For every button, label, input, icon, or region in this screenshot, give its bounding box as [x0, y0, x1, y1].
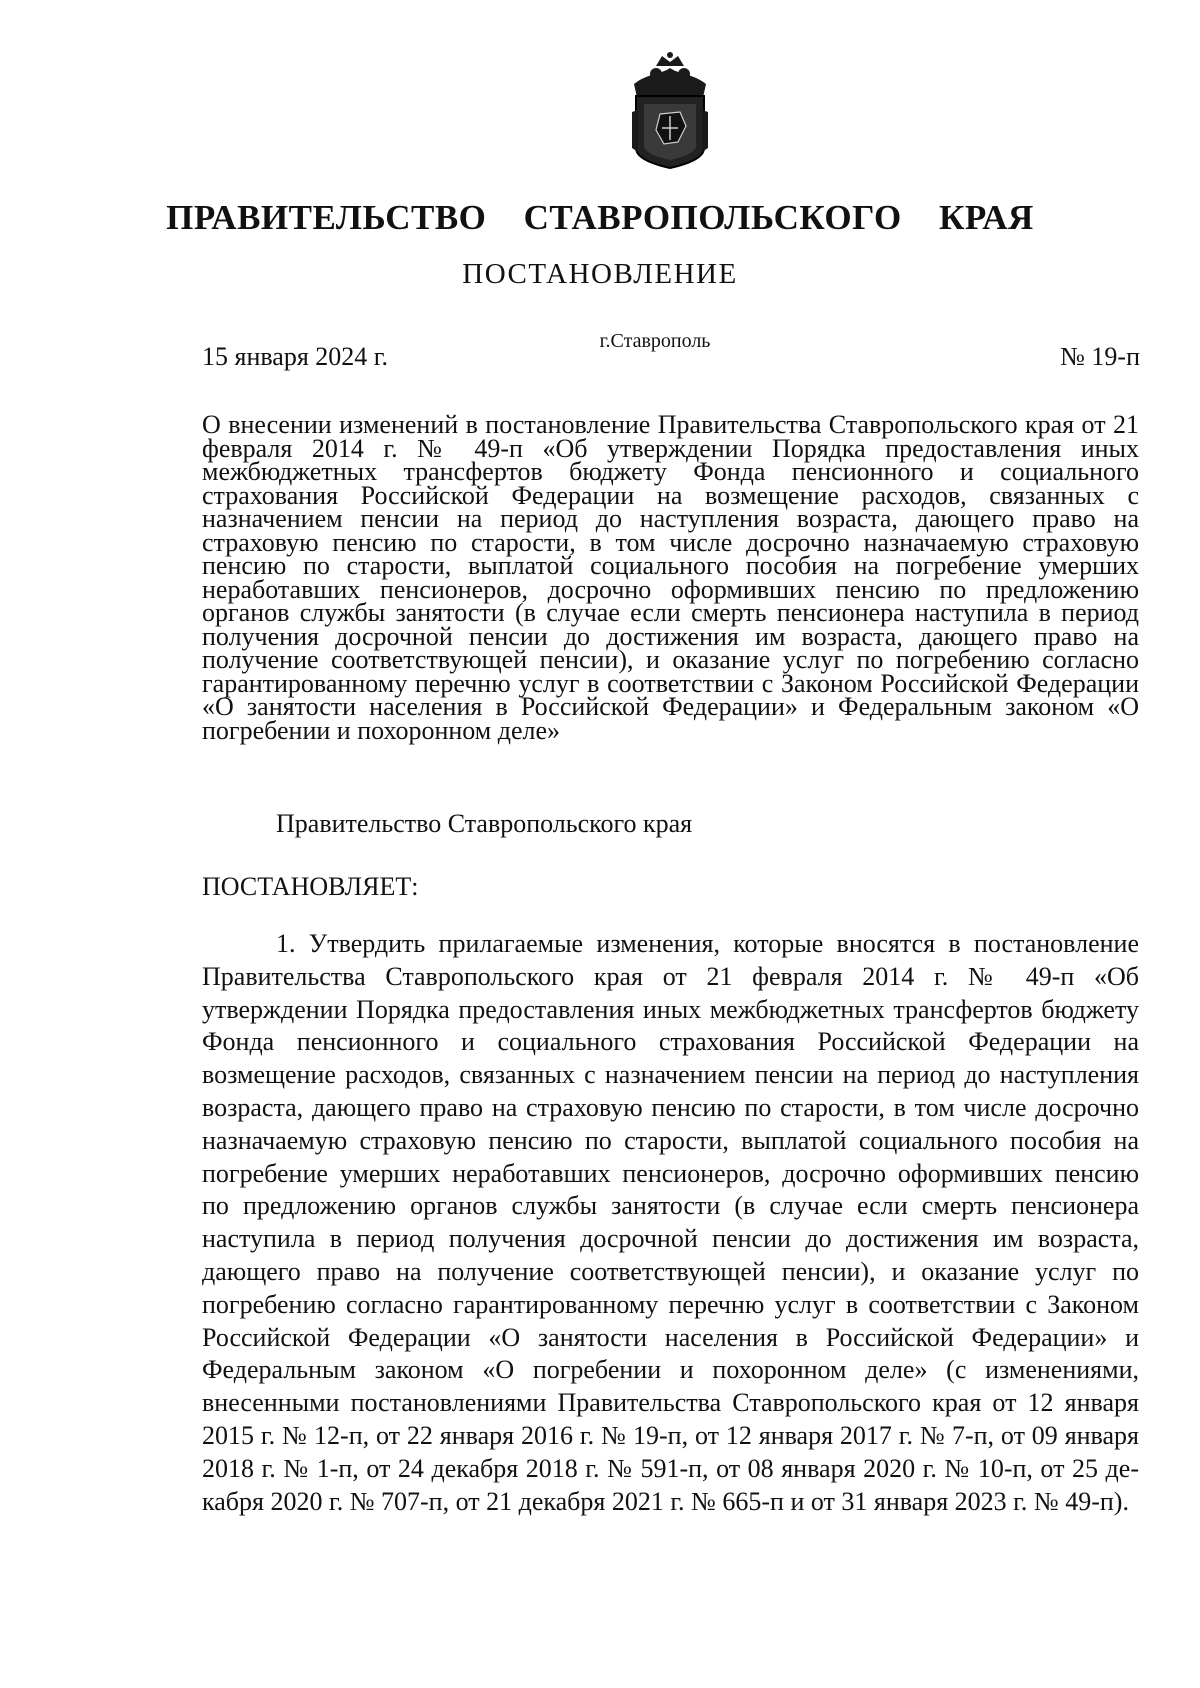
decrees-heading: ПОСТАНОВЛЯЕТ:	[202, 872, 419, 901]
city: г.Ставрополь	[599, 330, 711, 352]
organization-title: ПРАВИТЕЛЬСТВО СТАВРОПОЛЬСКОГО КРАЯ	[166, 198, 1034, 237]
document-date: 15 января 2024 г.	[202, 342, 389, 371]
government-line: Правительство Ставропольского края	[276, 809, 693, 838]
coat-of-arms-icon	[626, 52, 714, 170]
document-number: № 19-п	[1060, 342, 1140, 371]
document-subject: О внесении изменений в постановление Правительства Ставропольского края от 21 февраля 2014 г. № 49-п «Об утверждении Порядка предоставления иных межбюджетных трансфертов бюджету Фонда пенсионного и социального страхования Российской Федерации на возмещение расходов, связанных с назначением пенсии на период до наступления возраста, дающего право на страховую пенсию по старости, в том числе досрочно назначаемую страховую пенсию по старости, выплатой социального пособия на погребение умерших неработавших пенсионеров, досрочно оформивших пенсию по предложению органов службы занятости (в случае если смерть пенсионера наступила в период получения досрочной пенсии до достижения им возраста, дающего право на получение соответствующей пенсии), и оказание услуг по погребению согласно гарантированному перечню услуг в соответствии с Законом Российской Федерации «О занятости населения в Российской Федерации» и Федеральным законом «О погребении и похоронном деле»	[202, 410, 1139, 745]
point-1-paragraph: 1. Утвердить прилагаемые изменения, которые вносятся в постановление Правительства Ставропольского края от 21 февраля 2014 г. № 49-п «Об утверждении Порядка предоставления иных межбюджетных трансфертов бюджету Фонда пенсионного и социального страхования Российской Федерации на возмещение расходов, связанных с назначением пенсии на период до наступления возраста, дающего право на страховую пенсию по старости, в том числе досрочно назначаемую страховую пенсию по старости, выплатой социального пособия на погребение умерших неработавших пенсионеров, досрочно оформивших пенсию по предложению органов службы занятости (в случае если смерть пенсионера наступила в период получения досрочной пенсии до достижения им возраста, дающего право на получение соответствующей пенсии), и оказание услуг по погребению согласно гарантированному перечню услуг в соответствии с Законом Российской Федерации «О занятости населения в Российской Федерации» и Федеральным законом «О погребении и похоронном деле» (с изменениями, внесенными постановлениями Правительства Ставропольского края от 12 января 2015 г. № 12-п, от 22 января 2016 г. № 19-п, от 12 января 2017 г. № 7-п, от 09 января 2018 г. № 1-п, от 24 декабря 2018 г. № 591-п, от 08 января 2020 г. № 10-п, от 25 декабря 2020 г. № 707-п, от 21 декабря 2021 г. № 665-п и от 31 января 2023 г. № 49-п).	[202, 929, 1139, 1516]
document-type: ПОСТАНОВЛЕНИЕ	[462, 258, 738, 290]
